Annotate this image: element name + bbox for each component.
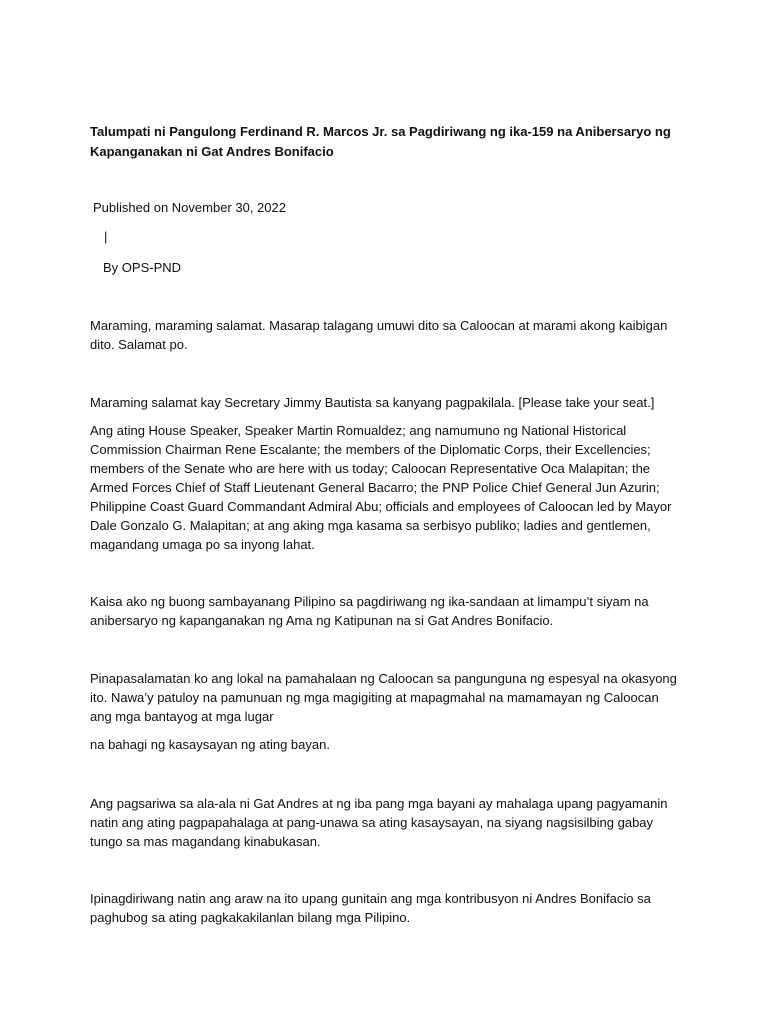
paragraph: Ang ating House Speaker, Speaker Martin Romualdez; ang namumuno ng National Historical Commission Chairman Rene Escalante; the members of the Diplomatic Corps, their Excellencies; members of the Senate who are here with us today; Caloocan Representative Oca Malapitan; the Armed Forces Chief of Staff Lieutenant General Bacarro; the PNP Police Chief General Jun Azurin; Philippine Coast Guard Commandant Admiral Abu; officials and employees of Caloocan led by Mayor Dale Gonzalo G. Malapitan; at ang aking mga kasama sa serbisyo publiko; ladies and gentlemen, magandang umaga po sa inyong lahat. — [90, 423, 672, 552]
paragraph: Pinapasalamatan ko ang lokal na pamahalaan ng Caloocan sa pangunguna ng espesyal na okasyong ito. Nawa’y patuloy na pamunuan ng mga magigiting at mapagmahal na mamamayan ng Caloocan ang mga bantayog at mga lugar — [90, 671, 677, 724]
paragraph: Maraming, maraming salamat. Masarap talagang umuwi dito sa Caloocan at marami akong kaibigan dito. Salamat po. — [90, 318, 668, 352]
paragraph: Ang pagsariwa sa ala-ala ni Gat Andres at ng iba pang mga bayani ay mahalaga upang pagyamanin natin ang ating pagpapahalaga at pang-unawa sa ating kasaysayan, na siyang nagsisilbing gabay tungo sa mas magandang kinabukasan. — [90, 796, 668, 849]
paragraph: Kaisa ako ng buong sambayanang Pilipino sa pagdiriwang ng ika-sandaan at limampu’t siyam na anibersaryo ng kapanganakan ng Ama ng Katipunan na si Gat Andres Bonifacio. — [90, 594, 649, 628]
paragraph: Ipinagdiriwang natin ang araw na ito upang gunitain ang mga kontribusyon ni Andres Bonifacio sa paghubog sa ating pagkakakilanlan bilang mga Pilipino. — [90, 891, 651, 925]
meta-separator: | — [104, 229, 108, 244]
document-title: Talumpati ni Pangulong Ferdinand R. Marcos Jr. sa Pagdiriwang ng ika-159 na Anibersaryo ng Kapanganakan ni Gat Andres Bonifacio — [90, 124, 671, 159]
byline: By OPS-PND — [103, 260, 182, 275]
paragraph: Maraming salamat kay Secretary Jimmy Bautista sa kanyang pagpakilala. [Please take your seat.] — [90, 395, 655, 410]
paragraph: na bahagi ng kasaysayan ng ating bayan. — [90, 737, 330, 752]
published-date: Published on November 30, 2022 — [93, 200, 286, 215]
